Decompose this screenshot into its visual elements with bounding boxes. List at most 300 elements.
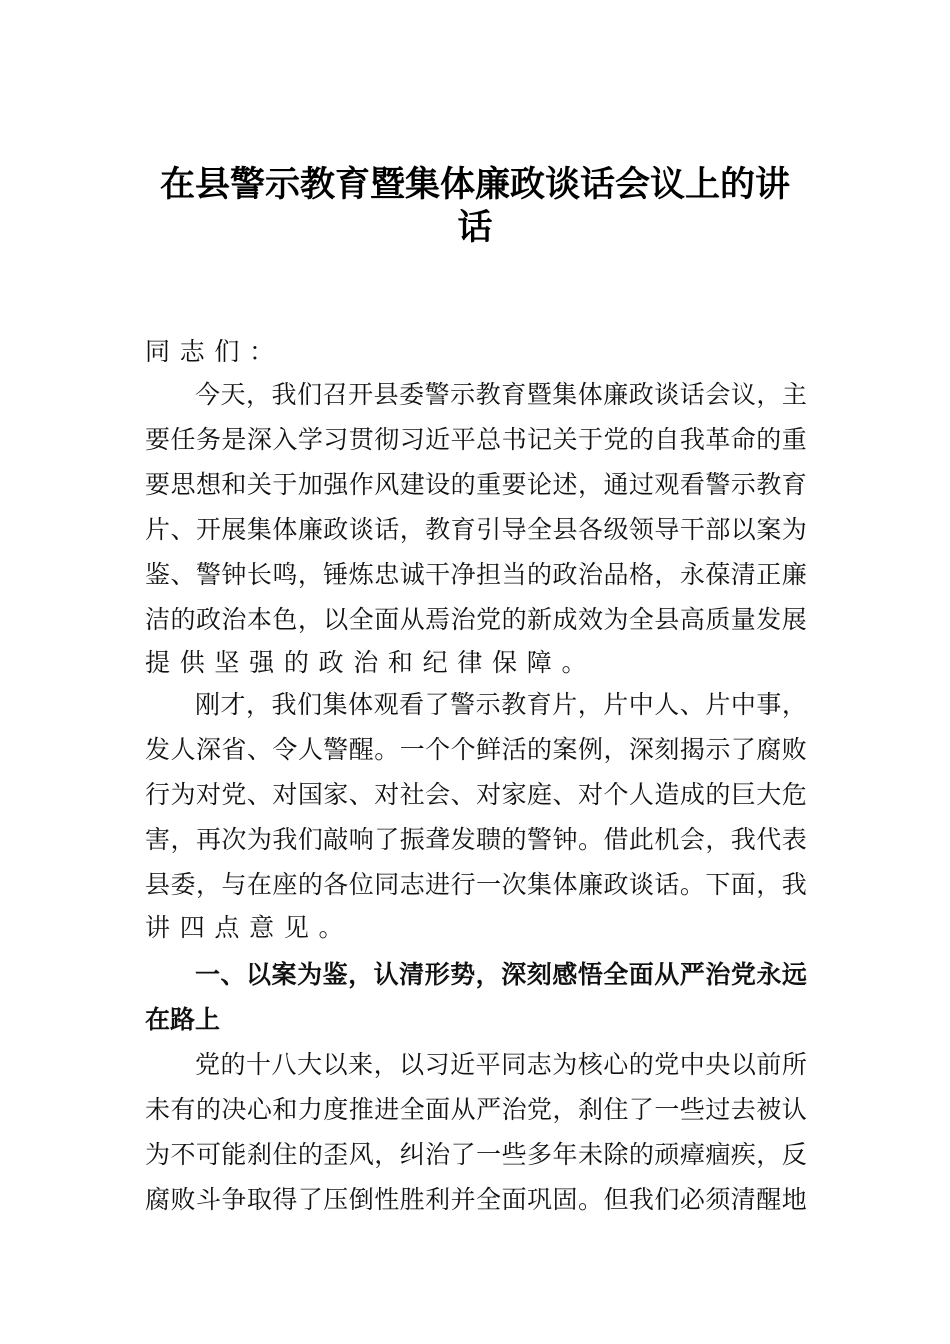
character: 习 bbox=[399, 425, 425, 454]
character: 供 bbox=[179, 648, 205, 677]
character: 未 bbox=[145, 1095, 171, 1124]
character: 同 bbox=[501, 1050, 527, 1079]
character: 、 bbox=[679, 690, 705, 719]
character: 以 bbox=[323, 605, 349, 634]
text-line bbox=[145, 823, 807, 857]
character: 本 bbox=[246, 605, 272, 634]
character: 聩 bbox=[476, 825, 502, 854]
text-line bbox=[195, 688, 807, 722]
character: 集 bbox=[552, 380, 578, 409]
character: 进 bbox=[425, 870, 451, 899]
character: 的 bbox=[195, 1095, 221, 1124]
character: 感 bbox=[552, 960, 578, 989]
character: 治 bbox=[425, 1140, 451, 1169]
character: 全 bbox=[399, 1095, 425, 1124]
character: 葆 bbox=[705, 560, 731, 589]
character: 效 bbox=[577, 605, 603, 634]
character: 痼 bbox=[705, 1140, 731, 1169]
character: 倒 bbox=[348, 1185, 374, 1214]
character: 人 bbox=[297, 735, 323, 764]
character: 的 bbox=[170, 605, 196, 634]
character: 平 bbox=[475, 1050, 501, 1079]
character: 警 bbox=[195, 560, 221, 589]
text-line bbox=[145, 733, 807, 767]
character: 座 bbox=[272, 870, 298, 899]
character: 大 bbox=[297, 1050, 323, 1079]
character: 事 bbox=[756, 690, 782, 719]
character: 讲 bbox=[145, 913, 171, 942]
character: 永 bbox=[679, 560, 705, 589]
character: 重 bbox=[476, 470, 502, 499]
character: 可 bbox=[195, 1140, 221, 1169]
character: 、 bbox=[348, 780, 374, 809]
character: 央 bbox=[705, 1050, 731, 1079]
character: 志 bbox=[526, 1050, 552, 1079]
character: 全 bbox=[476, 1185, 502, 1214]
character: 障 bbox=[526, 648, 552, 677]
character: 风 bbox=[348, 1140, 374, 1169]
character: 对 bbox=[272, 780, 298, 809]
character: 暨 bbox=[526, 380, 552, 409]
character: 一 bbox=[195, 960, 221, 989]
character: 全 bbox=[603, 960, 629, 989]
character: 教 bbox=[501, 690, 527, 719]
character: 争 bbox=[221, 1185, 247, 1214]
character: 委 bbox=[399, 380, 425, 409]
text-line bbox=[145, 513, 807, 547]
character: 强 bbox=[249, 648, 275, 677]
character: 集 bbox=[527, 870, 553, 899]
character: 和 bbox=[221, 470, 247, 499]
character: 对 bbox=[374, 780, 400, 809]
character: 引 bbox=[476, 515, 502, 544]
character: 庭 bbox=[527, 780, 553, 809]
character: 面 bbox=[628, 960, 654, 989]
text-line bbox=[145, 603, 807, 637]
character: 腐 bbox=[145, 1185, 171, 1214]
character: 为 bbox=[603, 605, 629, 634]
character: 刻 bbox=[654, 735, 680, 764]
character: 政 bbox=[603, 870, 629, 899]
character: ， bbox=[297, 560, 323, 589]
character: 当 bbox=[501, 560, 527, 589]
character: 一 bbox=[399, 735, 425, 764]
character: 以 bbox=[730, 515, 756, 544]
character: 过 bbox=[628, 470, 654, 499]
character: 与 bbox=[221, 870, 247, 899]
character: 警 bbox=[705, 470, 731, 499]
character: 展 bbox=[221, 515, 247, 544]
character: 鉴 bbox=[322, 960, 348, 989]
character: 议 bbox=[730, 380, 756, 409]
character: 为 bbox=[297, 960, 323, 989]
character: 刹 bbox=[577, 1095, 603, 1124]
character: 党 bbox=[195, 1050, 221, 1079]
character: 鸣 bbox=[272, 560, 298, 589]
character: 形 bbox=[424, 960, 450, 989]
character: 书 bbox=[501, 425, 527, 454]
character: 部 bbox=[705, 515, 731, 544]
character: 八 bbox=[271, 1050, 297, 1079]
character: 县 bbox=[145, 870, 171, 899]
character: 县 bbox=[654, 605, 680, 634]
character: 任 bbox=[170, 425, 196, 454]
character: 代 bbox=[756, 825, 782, 854]
character: 体 bbox=[272, 515, 298, 544]
character: 十 bbox=[246, 1050, 272, 1079]
character: 危 bbox=[781, 780, 807, 809]
character: 入 bbox=[272, 425, 298, 454]
character: 于 bbox=[577, 425, 603, 454]
character: 党 bbox=[603, 425, 629, 454]
character: 们 bbox=[297, 690, 323, 719]
character: 我 bbox=[271, 690, 297, 719]
character: 治 bbox=[450, 605, 476, 634]
character: 中 bbox=[679, 1050, 705, 1079]
character: 歪 bbox=[323, 1140, 349, 1169]
character: 社 bbox=[399, 780, 425, 809]
character: 主 bbox=[781, 380, 807, 409]
character: 话 bbox=[374, 515, 400, 544]
character: 四 bbox=[179, 913, 205, 942]
character: 的 bbox=[297, 870, 323, 899]
character: 会 bbox=[425, 780, 451, 809]
character: 要 bbox=[145, 425, 171, 454]
character: 色 bbox=[272, 605, 298, 634]
character: 片 bbox=[145, 515, 171, 544]
character: 以 bbox=[322, 1050, 348, 1079]
character: ， bbox=[781, 690, 807, 719]
character: 重 bbox=[781, 425, 807, 454]
character: 的 bbox=[756, 425, 782, 454]
character: 育 bbox=[501, 380, 527, 409]
salutation bbox=[145, 335, 807, 369]
character: 面 bbox=[501, 1185, 527, 1214]
character: 为 bbox=[552, 1050, 578, 1079]
character: 国 bbox=[297, 780, 323, 809]
character: 担 bbox=[476, 560, 502, 589]
character: 政 bbox=[552, 560, 578, 589]
character: 疾 bbox=[730, 1140, 756, 1169]
character: 得 bbox=[272, 1185, 298, 1214]
character: 鉴 bbox=[145, 560, 171, 589]
character: 开 bbox=[195, 515, 221, 544]
text-line bbox=[145, 468, 807, 502]
character: 炼 bbox=[348, 560, 374, 589]
character: 成 bbox=[552, 605, 578, 634]
character: 话 bbox=[654, 870, 680, 899]
character: 再 bbox=[195, 825, 221, 854]
character: 认 bbox=[781, 1095, 807, 1124]
character: 远 bbox=[781, 960, 807, 989]
character: 巨 bbox=[730, 780, 756, 809]
character: ， bbox=[348, 960, 374, 989]
character: ， bbox=[246, 690, 272, 719]
character: 格 bbox=[628, 560, 654, 589]
character: 习 bbox=[424, 1050, 450, 1079]
character: 和 bbox=[387, 648, 413, 677]
character: 表 bbox=[781, 825, 807, 854]
character: 的 bbox=[705, 780, 731, 809]
character: 以 bbox=[246, 960, 272, 989]
character: 清 bbox=[730, 1185, 756, 1214]
character: 的 bbox=[450, 470, 476, 499]
character: 了 bbox=[297, 1185, 323, 1214]
text-line bbox=[145, 558, 807, 592]
character: 们 bbox=[297, 825, 323, 854]
character: 些 bbox=[679, 1095, 705, 1124]
character: ， bbox=[399, 515, 425, 544]
character: 不 bbox=[170, 1140, 196, 1169]
character: 了 bbox=[374, 825, 400, 854]
character: 多 bbox=[527, 1140, 553, 1169]
character: 廉 bbox=[577, 870, 603, 899]
character: 示 bbox=[705, 735, 731, 764]
character: 话 bbox=[679, 380, 705, 409]
character: 成 bbox=[679, 780, 705, 809]
character: 集 bbox=[246, 515, 272, 544]
character: 和 bbox=[272, 1095, 298, 1124]
character: 推 bbox=[348, 1095, 374, 1124]
character: 警 bbox=[424, 380, 450, 409]
character: ， bbox=[756, 870, 782, 899]
character: 害 bbox=[145, 825, 171, 854]
character: 面 bbox=[425, 1095, 451, 1124]
character: 通 bbox=[603, 470, 629, 499]
character: 家 bbox=[323, 780, 349, 809]
document-title-line-1: 在县警示教育暨集体廉政谈话会议上的讲 bbox=[159, 164, 790, 205]
character: 我 bbox=[628, 1185, 654, 1214]
character: 同 bbox=[374, 870, 400, 899]
character: 压 bbox=[323, 1185, 349, 1214]
character: 、 bbox=[450, 780, 476, 809]
character: 下 bbox=[705, 870, 731, 899]
character: 意 bbox=[249, 913, 275, 942]
character: 活 bbox=[501, 735, 527, 764]
character: 悟 bbox=[577, 960, 603, 989]
character: 了 bbox=[424, 690, 450, 719]
character: 对 bbox=[577, 780, 603, 809]
character: 点 bbox=[214, 913, 240, 942]
character: 的 bbox=[283, 648, 309, 677]
character: 律 bbox=[457, 648, 483, 677]
character: 领 bbox=[628, 515, 654, 544]
character: ， bbox=[170, 825, 196, 854]
character: 看 bbox=[679, 470, 705, 499]
character: ， bbox=[577, 470, 603, 499]
character: ， bbox=[552, 1095, 578, 1124]
character: 取 bbox=[246, 1185, 272, 1214]
character: 全 bbox=[628, 605, 654, 634]
character: 会 bbox=[705, 380, 731, 409]
character: 振 bbox=[399, 825, 425, 854]
character: 见 bbox=[283, 913, 309, 942]
character: 敲 bbox=[323, 825, 349, 854]
character: 、 bbox=[552, 780, 578, 809]
character: 廉 bbox=[781, 560, 807, 589]
character: 以 bbox=[399, 1050, 425, 1079]
character: 以 bbox=[730, 1050, 756, 1079]
character: 教 bbox=[756, 470, 782, 499]
character: 了 bbox=[628, 1095, 654, 1124]
character: 中 bbox=[730, 690, 756, 719]
character: 高 bbox=[679, 605, 705, 634]
character: 鲜 bbox=[476, 735, 502, 764]
heading-line bbox=[145, 1003, 807, 1037]
character: 县 bbox=[552, 515, 578, 544]
character: 从 bbox=[654, 960, 680, 989]
character: 片 bbox=[705, 690, 731, 719]
character: 决 bbox=[221, 1095, 247, 1124]
character: 造 bbox=[654, 780, 680, 809]
character: 坚 bbox=[214, 648, 240, 677]
character: 胜 bbox=[399, 1185, 425, 1214]
character: 我 bbox=[679, 425, 705, 454]
character: 是 bbox=[221, 425, 247, 454]
character: 干 bbox=[425, 560, 451, 589]
character: 建 bbox=[399, 470, 425, 499]
character: 进 bbox=[374, 1095, 400, 1124]
character: 的 bbox=[628, 425, 654, 454]
text-line bbox=[145, 1093, 807, 1127]
character: 党 bbox=[730, 960, 756, 989]
character: 述 bbox=[552, 470, 578, 499]
character: 案 bbox=[756, 515, 782, 544]
character: 品 bbox=[603, 560, 629, 589]
character: 我 bbox=[730, 825, 756, 854]
character: 观 bbox=[654, 470, 680, 499]
character: 集 bbox=[322, 690, 348, 719]
character: 、 bbox=[246, 780, 272, 809]
character: 我 bbox=[781, 870, 807, 899]
character: 次 bbox=[221, 825, 247, 854]
character: 今 bbox=[195, 380, 221, 409]
character: 永 bbox=[756, 960, 782, 989]
character: 教 bbox=[425, 515, 451, 544]
character: 的 bbox=[527, 560, 553, 589]
character: 发 bbox=[756, 605, 782, 634]
character: ， bbox=[603, 735, 629, 764]
character: 们 bbox=[654, 1185, 680, 1214]
character: 严 bbox=[476, 1095, 502, 1124]
character: 洁 bbox=[145, 605, 171, 634]
character: 导 bbox=[654, 515, 680, 544]
character: 次 bbox=[501, 870, 527, 899]
character: 纪 bbox=[422, 648, 448, 677]
character: 我 bbox=[271, 380, 297, 409]
character: 为 bbox=[145, 1140, 171, 1169]
character: 于 bbox=[272, 470, 298, 499]
character: 、 bbox=[246, 735, 272, 764]
character: 家 bbox=[501, 780, 527, 809]
character: 导 bbox=[501, 515, 527, 544]
character: 年 bbox=[552, 1140, 578, 1169]
character: 路 bbox=[170, 1005, 196, 1034]
character: 的 bbox=[628, 1140, 654, 1169]
character: 警 bbox=[323, 735, 349, 764]
character: 党 bbox=[654, 1050, 680, 1079]
character: 正 bbox=[756, 560, 782, 589]
character: 县 bbox=[373, 380, 399, 409]
character: 势 bbox=[450, 960, 476, 989]
character: 力 bbox=[297, 1095, 323, 1124]
character: 务 bbox=[195, 425, 221, 454]
character: 会 bbox=[679, 825, 705, 854]
character: 对 bbox=[476, 780, 502, 809]
character: 保 bbox=[492, 648, 518, 677]
character: 教 bbox=[475, 380, 501, 409]
character: 严 bbox=[679, 960, 705, 989]
character: 一 bbox=[654, 1095, 680, 1124]
character: 革 bbox=[705, 425, 731, 454]
character: 醒 bbox=[348, 735, 374, 764]
character: 被 bbox=[756, 1095, 782, 1124]
character: 示 bbox=[475, 690, 501, 719]
character: 清 bbox=[399, 960, 425, 989]
character: 中 bbox=[628, 690, 654, 719]
character: 设 bbox=[425, 470, 451, 499]
character: 大 bbox=[756, 780, 782, 809]
character: 深 bbox=[246, 425, 272, 454]
character: 例 bbox=[577, 735, 603, 764]
character: 焉 bbox=[425, 605, 451, 634]
character: 。 bbox=[561, 648, 587, 677]
character: 为 bbox=[170, 780, 196, 809]
character: 住 bbox=[603, 1095, 629, 1124]
character: 治 bbox=[221, 605, 247, 634]
character: 关 bbox=[552, 425, 578, 454]
character: 行 bbox=[145, 780, 171, 809]
character: 认 bbox=[373, 960, 399, 989]
text-line bbox=[145, 1183, 807, 1217]
character: 贯 bbox=[348, 425, 374, 454]
character: 。 bbox=[679, 870, 705, 899]
character: 深 bbox=[628, 735, 654, 764]
character: ， bbox=[577, 690, 603, 719]
character: 的 bbox=[527, 735, 553, 764]
character: 个 bbox=[603, 780, 629, 809]
character: 想 bbox=[195, 470, 221, 499]
character: 为 bbox=[246, 825, 272, 854]
character: ， bbox=[756, 1140, 782, 1169]
character: 核 bbox=[577, 1050, 603, 1079]
character: 度 bbox=[323, 1095, 349, 1124]
character: 在 bbox=[145, 1005, 171, 1034]
character: ， bbox=[756, 380, 782, 409]
character: 体 bbox=[577, 380, 603, 409]
character: 来 bbox=[348, 1050, 374, 1079]
character: 强 bbox=[323, 470, 349, 499]
character: 的 bbox=[628, 1050, 654, 1079]
character: 们 bbox=[214, 337, 240, 366]
character: 了 bbox=[450, 1140, 476, 1169]
character: 并 bbox=[450, 1185, 476, 1214]
character: 深 bbox=[501, 960, 527, 989]
character: 纠 bbox=[399, 1140, 425, 1169]
character: 育 bbox=[526, 690, 552, 719]
character: 新 bbox=[527, 605, 553, 634]
character: 政 bbox=[195, 605, 221, 634]
character: 对 bbox=[195, 780, 221, 809]
character: 行 bbox=[450, 870, 476, 899]
text-line bbox=[145, 423, 807, 457]
character: 发 bbox=[450, 825, 476, 854]
character: 顽 bbox=[654, 1140, 680, 1169]
character: 从 bbox=[399, 605, 425, 634]
character: 借 bbox=[603, 825, 629, 854]
character: 未 bbox=[577, 1140, 603, 1169]
character: 此 bbox=[628, 825, 654, 854]
